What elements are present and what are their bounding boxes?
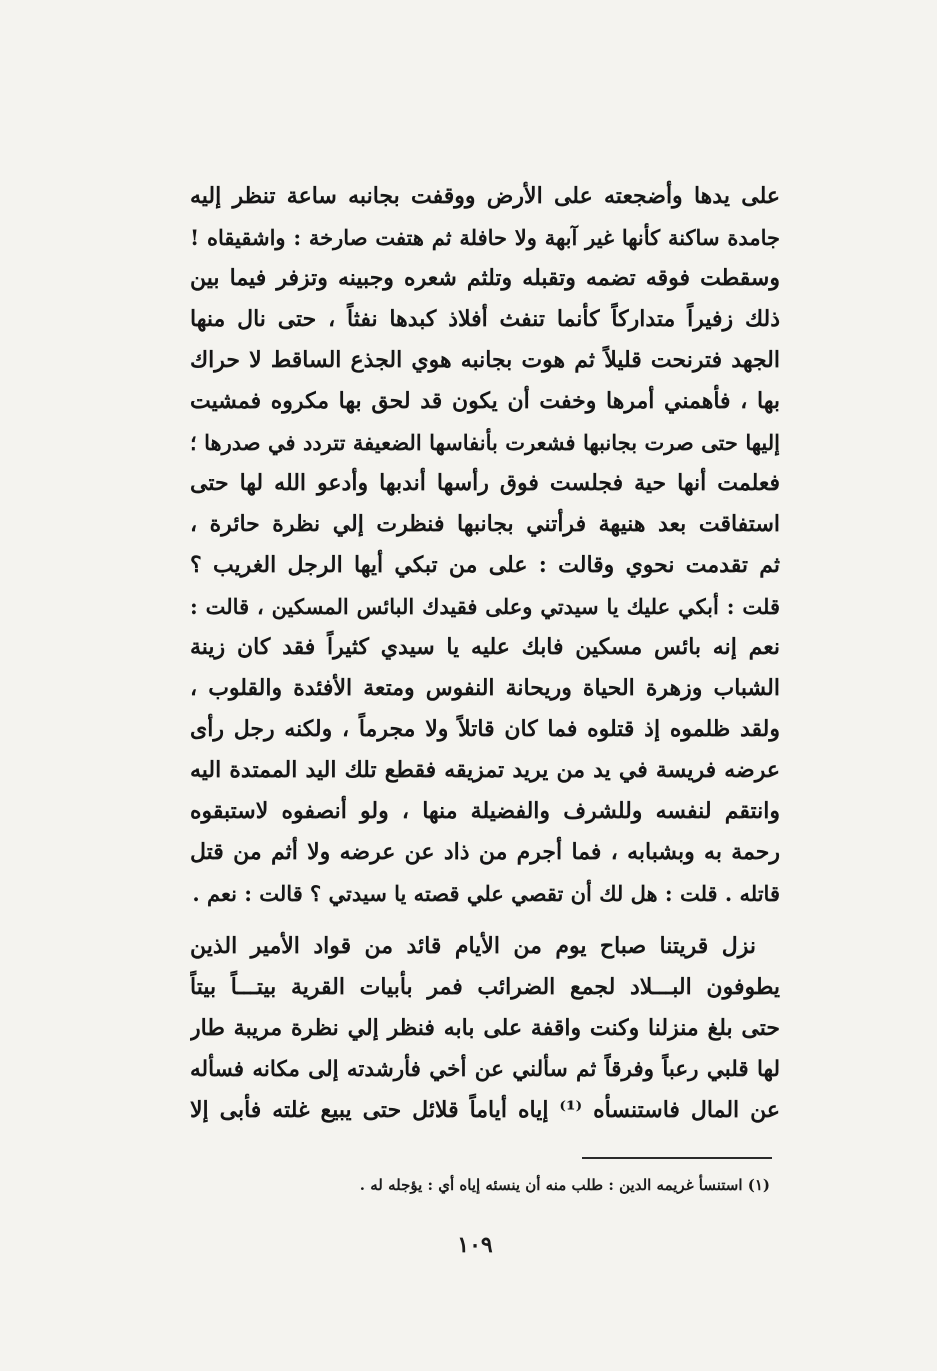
page-number: ١٠٩ — [457, 1232, 493, 1258]
text-line: ذلك زفيراً متداركاً كأنما تنفث أفلاذ كبدها نفثاً ، حتى نال منها — [190, 306, 780, 332]
text-line: جامدة ساكنة كأنها غير آبهة ولا حافلة ثم هتفت صارخة : واشقيقاه ! — [190, 225, 780, 250]
footnote-divider — [582, 1157, 772, 1159]
text-line: فعلمت أنها حية فجلست فوق رأسها أندبها وأدعو الله لها حتى — [190, 470, 780, 496]
footnote: (١) استنسأ غريمه الدين : طلب منه أن ينسئه إياه أي : يؤجله له . — [359, 1176, 770, 1194]
text-line: نعم إنه بائس مسكين فابك عليه يا سيدي كثيراً فقد كان زينة — [190, 634, 780, 660]
text-line: عرضه فريسة في يد من يريد تمزيقه فقطع تلك اليد الممتدة اليه — [190, 757, 780, 783]
text-line: إليها حتى صرت بجانبها فشعرت بأنفاسها الضعيفة تتردد في صدرها ؛ — [190, 430, 780, 455]
text-line: الشباب وزهرة الحياة وريحانة النفوس ومتعة الأفئدة والقلوب ، — [190, 675, 780, 701]
paragraph-2 — [190, 926, 780, 1131]
text-line: الجهد فترنحت قليلاً ثم هوت بجانبه هوي الجذع الساقط لا حراك — [190, 347, 780, 373]
text-line: ثم تقدمت نحوي وقالت : على من تبكي أيها الرجل الغريب ؟ — [190, 552, 780, 578]
paragraph-1 — [190, 176, 780, 914]
text-line: على يدها وأضجعته على الأرض ووقفت بجانبه ساعة تنظر إليه — [190, 183, 780, 209]
text-line: بها ، فأهمني أمرها وخفت أن يكون قد لحق بها مكروه فمشيت — [190, 388, 780, 414]
text-line: عن المال فاستنسأه ⁽¹⁾ إياه أياماً قلائل حتى يبيع غلته فأبى إلا — [190, 1097, 780, 1123]
text-line: قلت : أبكي عليك يا سيدتي وعلى فقيدك البائس المسكين ، قالت : — [190, 594, 780, 619]
text-line: نزل قريتنا صباح يوم من الأيام قائد من قواد الأمير الذين — [190, 933, 756, 959]
text-line: ولقد ظلموه إذ قتلوه فما كان قاتلاً ولا مجرماً ، ولكنه رجل رأى — [190, 716, 780, 742]
text-line: وسقطت فوقه تضمه وتقبله وتلثم شعره وجبينه وتزفر فيما بين — [190, 265, 780, 291]
text-line: وانتقم لنفسه وللشرف والفضيلة منها ، ولو أنصفوه لاستبقوه — [190, 798, 780, 824]
text-line: استفاقت بعد هنيهة فرأتني بجانبها فنظرت إلي نظرة حائرة ، — [190, 511, 780, 537]
main-text — [190, 176, 780, 1131]
text-line: لها قلبي رعباً وفرقاً ثم سألني عن أخي فأرشدته إلى مكانه فسأله — [190, 1057, 780, 1082]
text-line: رحمة به وبشبابه ، فما أجرم من ذاد عن عرضه ولا أثم من قتل — [190, 839, 780, 865]
text-line: حتى بلغ منزلنا وكنت واقفة على بابه فنظر إلي نظرة مريبة طار — [190, 1015, 780, 1041]
text-line: قاتله . قلت : هل لك أن تقصي علي قصته يا سيدتي ؟ قالت : نعم . — [192, 881, 780, 906]
text-line: يطوفون البـــلاد لجمع الضرائب فمر بأبيات القرية بيتـــاً بيتاً — [190, 974, 780, 1000]
